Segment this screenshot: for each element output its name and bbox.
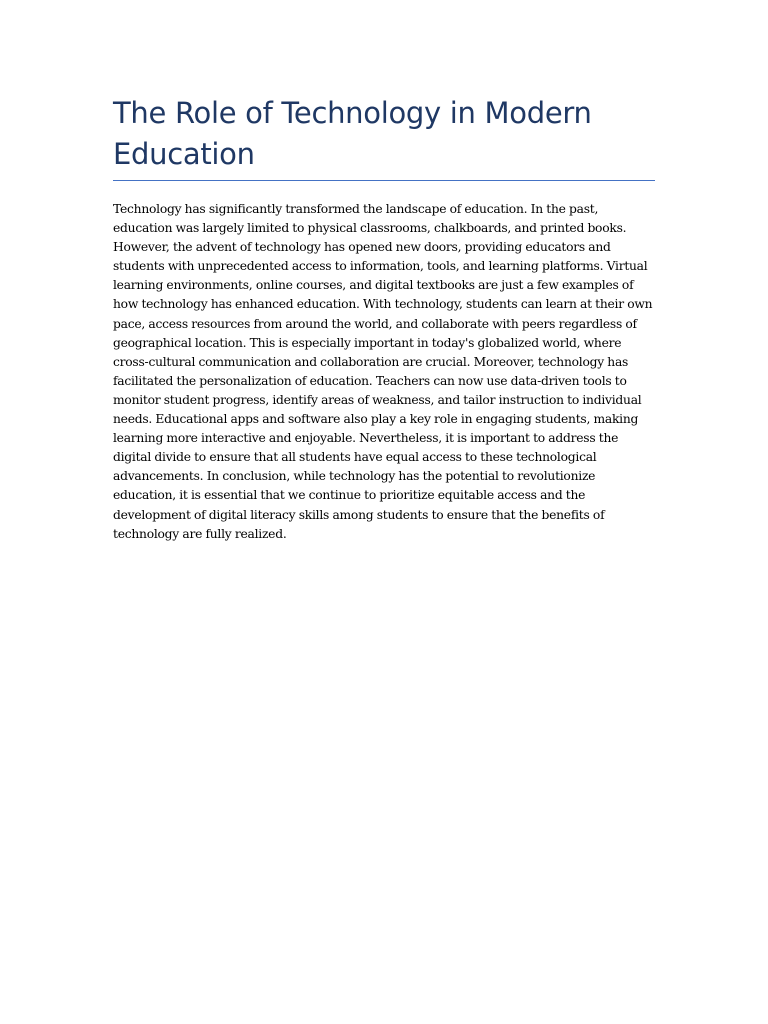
document-title: The Role of Technology in Modern Education — [113, 96, 592, 171]
title-divider — [113, 180, 655, 181]
body-paragraph: Technology has significantly transformed the landscape of education. In the past, education was largely limited to physical classrooms, chalkboards, and printed books. However, the advent of technology has opened new doors, providing educators and students with unprecedented access to information, tools, and learning platforms. Virtual learning environments, online courses, and digital textbooks are just a few examples of how technology has enhanced education. With technology, students can learn at their own pace, access resources from around the world, and collaborate with peers regardless of geographical location. This is especially important in today's globalized world, where cross-cultural communication and collaboration are crucial. Moreover, technology has facilitated the personalization of education. Teachers can now use data-driven tools to monitor student progress, identify areas of weakness, and tailor instruction to individual needs. Educational apps and software also play a key role in engaging students, making learning more interactive and enjoyable. Nevertheless, it is important to address the digital divide to ensure that all students have equal access to these technological advancements. In conclusion, while technology has the potential to revolutionize education, it is essential that we continue to prioritize equitable access and the development of digital literacy skills among students to ensure that the benefits of technology are fully realized. — [113, 202, 653, 541]
